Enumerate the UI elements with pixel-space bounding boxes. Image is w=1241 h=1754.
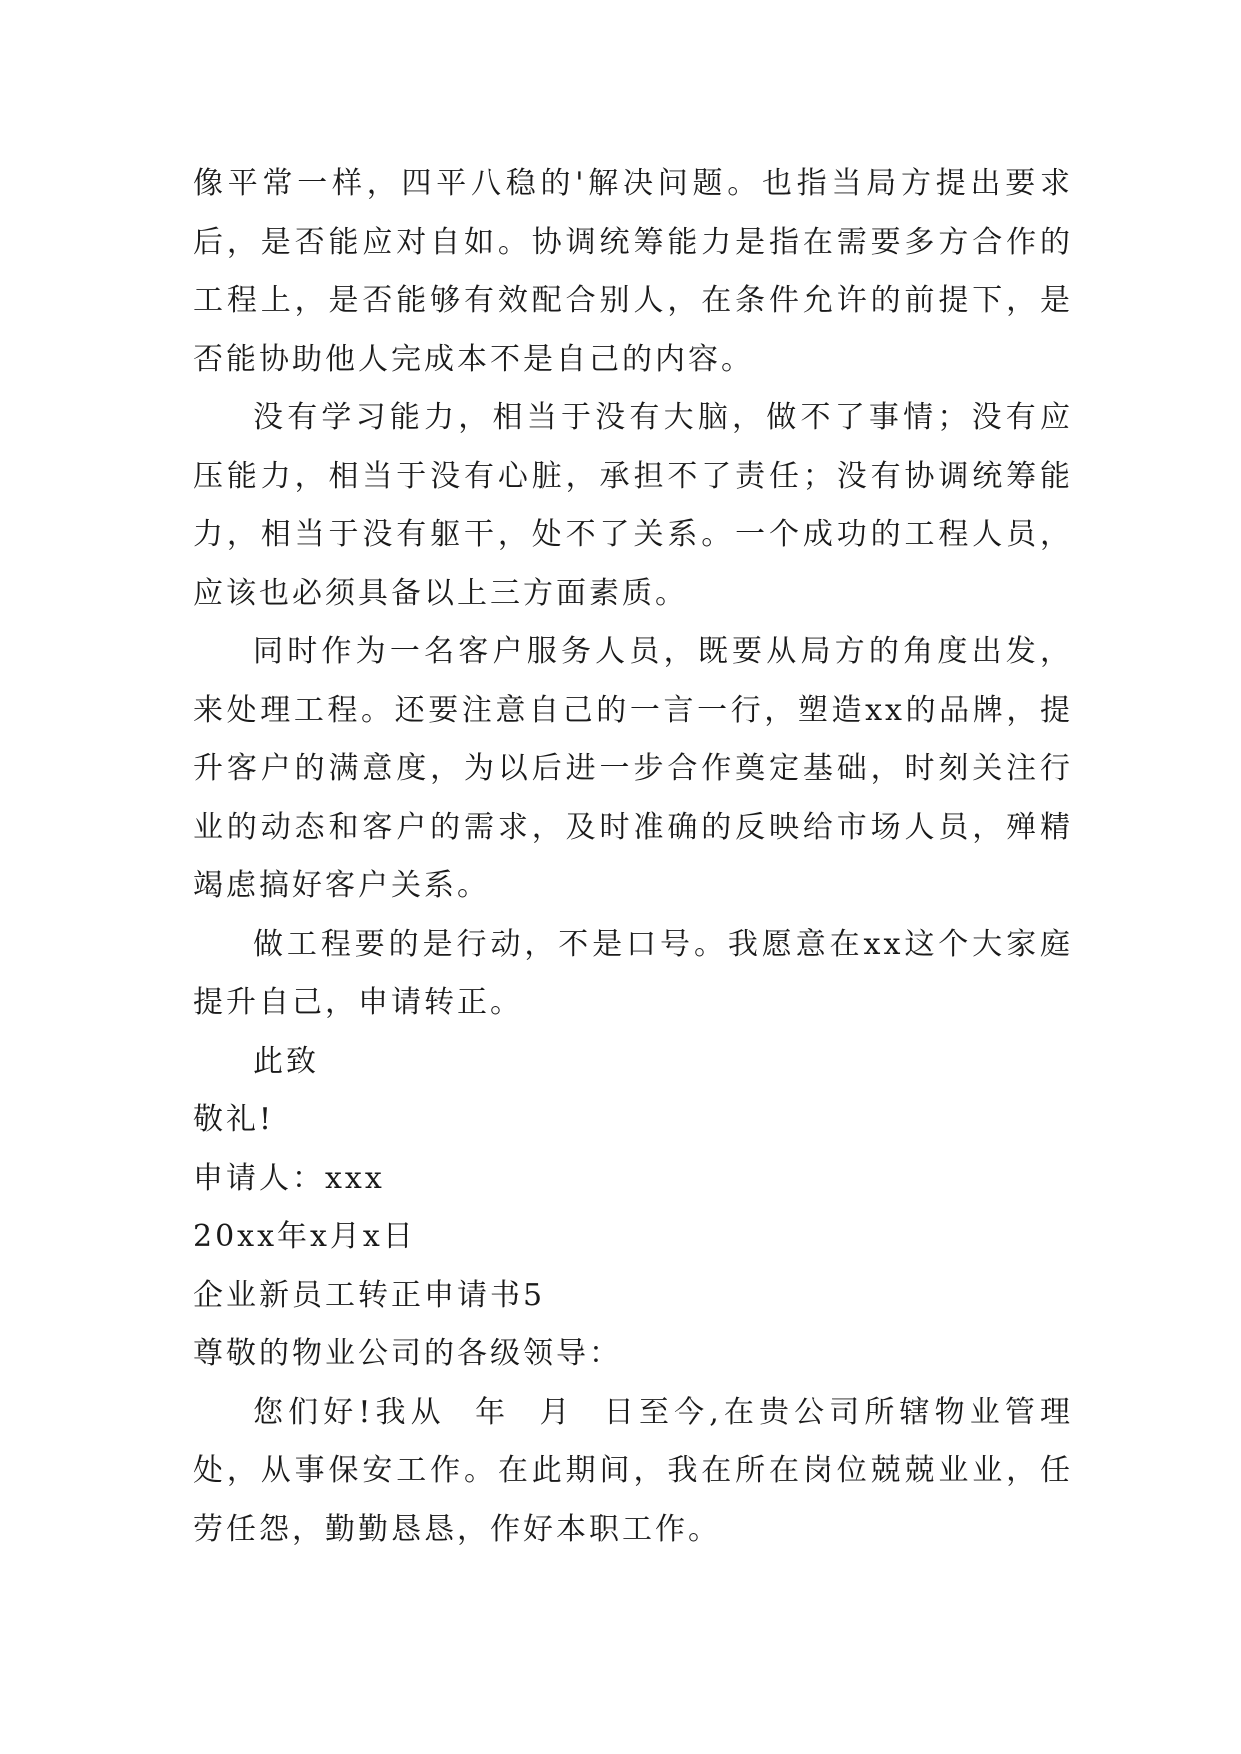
salute-line: 敬礼! xyxy=(193,1102,275,1137)
section-title: 企业新员工转正申请书5 xyxy=(193,1277,546,1313)
document-body xyxy=(193,155,1073,1559)
closing-line: 此致 xyxy=(253,1043,319,1079)
paragraph-continuation: 像平常一样，四平八稳的'解决问题。也指当局方提出要求后，是否能应对自如。协调统筹能力是指在需要多方合作的工程上，是否能够有效配合别人，在条件允许的前提下，是否能协助他人完成本不是自己的内容。 xyxy=(193,166,1073,377)
paragraph-abilities: 没有学习能力，相当于没有大脑，做不了事情；没有应压能力，相当于没有心脏，承担不了责任；没有协调统筹能力，相当于没有躯干，处不了关系。一个成功的工程人员，应该也必须具备以上三方面素质。 xyxy=(193,400,1073,611)
applicant-line: 申请人：xxx xyxy=(193,1160,385,1196)
paragraph-intro: 您们好!我从 年 月 日至今,在贵公司所辖物业管理处，从事保安工作。在此期间，我在所在岗位兢兢业业，任劳任怨，勤勤恳恳，作好本职工作。 xyxy=(193,1394,1073,1547)
greeting-line: 尊敬的物业公司的各级领导： xyxy=(193,1336,622,1371)
paragraph-customer-service: 同时作为一名客户服务人员，既要从局方的角度出发，来处理工程。还要注意自己的一言一行，塑造xx的品牌，提升客户的满意度，为以后进一步合作奠定基础，时刻关注行业的动态和客户的需求，及时准确的反映给市场人员，殚精竭虑搞好客户关系。 xyxy=(193,634,1073,903)
date-line: 20xx年x月x日 xyxy=(193,1219,416,1254)
paragraph-action: 做工程要的是行动，不是口号。我愿意在xx这个大家庭提升自己，申请转正。 xyxy=(193,926,1073,1020)
